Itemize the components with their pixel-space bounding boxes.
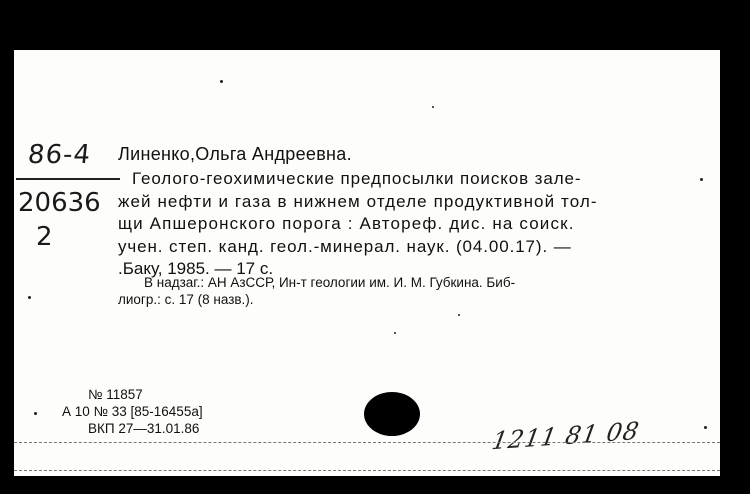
catalog-numbers: [62, 386, 203, 437]
bibliographic-description: [118, 168, 678, 281]
speck: [704, 426, 707, 429]
description-line: щи Апшеронского порога : Автореф. дис. на соиск.: [118, 214, 575, 233]
notes: [118, 274, 698, 308]
catalog-line: А 10 № 33 [85-16455а]: [62, 404, 203, 419]
speck: [220, 80, 223, 83]
catalog-line: № 11857: [88, 387, 143, 402]
note-line: В надзаг.: АН АзССР, Ин-т геологии им. И. М. Губкина. Биб-: [144, 275, 516, 290]
handwritten-copy-number: 2: [36, 222, 54, 252]
speck: [394, 332, 396, 334]
handwritten-number: 20636: [18, 188, 101, 218]
ink-blot-stamp: [364, 392, 420, 436]
description-line: жей нефти и газа в нижнем отделе продуктивной тол-: [118, 191, 598, 211]
speck: [28, 296, 31, 299]
author-heading: Линенко,Ольга Андреевна.: [118, 144, 352, 164]
handwritten-signature: 1211 81 08: [489, 416, 642, 456]
description-line: .Баку, 1985. — 17 с.: [118, 259, 274, 278]
description-line: учен. степ. канд. геол.-минерал. наук. (04.00.17). —: [118, 236, 572, 256]
speck: [700, 178, 703, 181]
description-line: Геолого-геохимические предпосылки поисков зале-: [132, 169, 582, 188]
catalog-line: ВКП 27—31.01.86: [88, 421, 200, 436]
speck: [432, 106, 434, 108]
speck: [34, 412, 37, 415]
catalog-card: [14, 50, 720, 476]
handwritten-code: 86-4: [26, 140, 93, 170]
divider: [14, 470, 720, 471]
divider: [14, 442, 720, 443]
handwritten-underline: [16, 178, 120, 180]
note-line: лиогр.: с. 17 (8 назв.).: [118, 292, 254, 307]
speck: [458, 314, 460, 316]
